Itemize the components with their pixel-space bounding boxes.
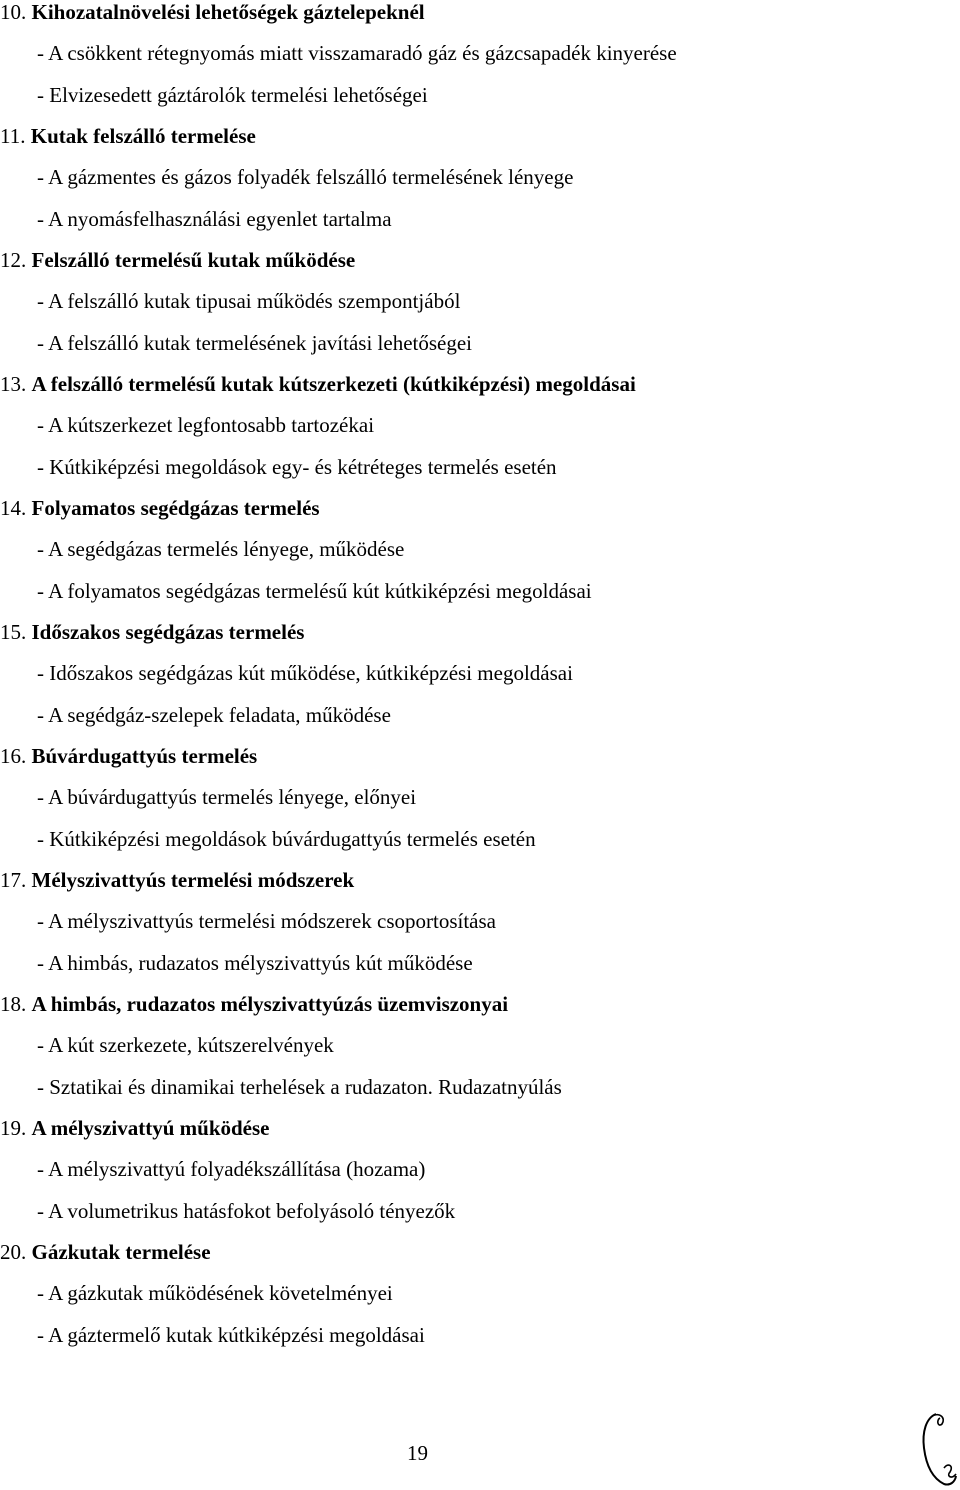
section-number: 20. [0, 1239, 27, 1264]
section-heading [0, 124, 256, 165]
section-heading [0, 868, 354, 909]
section-item: - A volumetrikus hatásfokot befolyásoló tényezők [37, 1198, 456, 1223]
section-title: Kutak felszálló termelése [30, 123, 256, 148]
section-title: A mélyszivattyú működése [31, 1115, 270, 1140]
section-number: 12. [0, 247, 27, 272]
section-item: - A gázkutak működésének követelményei [37, 1281, 393, 1306]
section-item: - A gázmentes és gázos folyadék felszálló termelésének lényege [37, 165, 574, 190]
section-title: A himbás, rudazatos mélyszivattyúzás üzemviszonyai [31, 991, 509, 1016]
section-heading [0, 372, 636, 413]
section-heading [0, 248, 355, 289]
page-number: 19 [407, 1441, 428, 1465]
section-heading [0, 496, 320, 537]
section-item: - Sztatikai és dinamikai terhelések a rudazaton. Rudazatnyúlás [37, 1074, 562, 1099]
section-item: - A gáztermelő kutak kútkiképzési megoldásai [37, 1322, 425, 1347]
section-heading [0, 1116, 270, 1157]
section-number: 13. [0, 371, 27, 396]
section-title: Gázkutak termelése [31, 1239, 211, 1264]
handwritten-initial-mark [918, 1412, 958, 1488]
section-item: - A nyomásfelhasználási egyenlet tartalma [37, 206, 392, 231]
section-item: - A búvárdugattyús termelés lényege, előnyei [37, 785, 417, 810]
section-item: - Időszakos segédgázas kút működése, kútkiképzési megoldásai [37, 661, 573, 686]
section-item: - A segédgáz-szelepek feladata, működése [37, 702, 391, 727]
section-title: Mélyszivattyús termelési módszerek [31, 867, 355, 892]
section-heading [0, 744, 257, 785]
section-item: - A kútszerkezet legfontosabb tartozékai [37, 413, 375, 438]
section-title: Búvárdugattyús termelés [31, 743, 258, 768]
section-item: - A himbás, rudazatos mélyszivattyús kút működése [37, 950, 473, 975]
section-item: - A mélyszivattyú folyadékszállítása (hozama) [37, 1157, 426, 1182]
section-item: - Elvizesedett gáztárolók termelési lehetőségei [37, 82, 428, 107]
section-number: 10. [0, 0, 27, 24]
section-heading [0, 0, 425, 41]
section-number: 14. [0, 495, 27, 520]
section-title: A felszálló termelésű kutak kútszerkezeti (kútkiképzési) megoldásai [31, 371, 636, 396]
section-item: - A mélyszivattyús termelési módszerek csoportosítása [37, 909, 496, 934]
section-title: Folyamatos segédgázas termelés [31, 495, 320, 520]
section-item: - A segédgázas termelés lényege, működése [37, 537, 405, 562]
section-number: 19. [0, 1115, 27, 1140]
section-number: 17. [0, 867, 27, 892]
section-number: 15. [0, 619, 27, 644]
section-item: - A felszálló kutak termelésének javítási lehetőségei [37, 330, 473, 355]
section-item: - A kút szerkezete, kútszerelvények [37, 1033, 334, 1058]
section-title: Időszakos segédgázas termelés [31, 619, 305, 644]
section-number: 11. [0, 123, 26, 148]
section-item: - Kútkiképzési megoldások egy- és kétréteges termelés esetén [37, 454, 557, 479]
section-title: Kihozatalnövelési lehetőségek gáztelepeknél [31, 0, 425, 24]
section-number: 16. [0, 743, 27, 768]
section-item: - Kútkiképzési megoldások búvárdugattyús termelés esetén [37, 826, 536, 851]
section-number: 18. [0, 991, 27, 1016]
section-heading [0, 620, 304, 661]
section-item: - A felszálló kutak tipusai működés szempontjából [37, 289, 461, 314]
section-title: Felszálló termelésű kutak működése [31, 247, 356, 272]
section-heading [0, 992, 508, 1033]
section-item: - A folyamatos segédgázas termelésű kút kútkiképzési megoldásai [37, 578, 592, 603]
section-item: - A csökkent rétegnyomás miatt visszamaradó gáz és gázcsapadék kinyerése [37, 41, 677, 66]
section-heading [0, 1240, 211, 1281]
